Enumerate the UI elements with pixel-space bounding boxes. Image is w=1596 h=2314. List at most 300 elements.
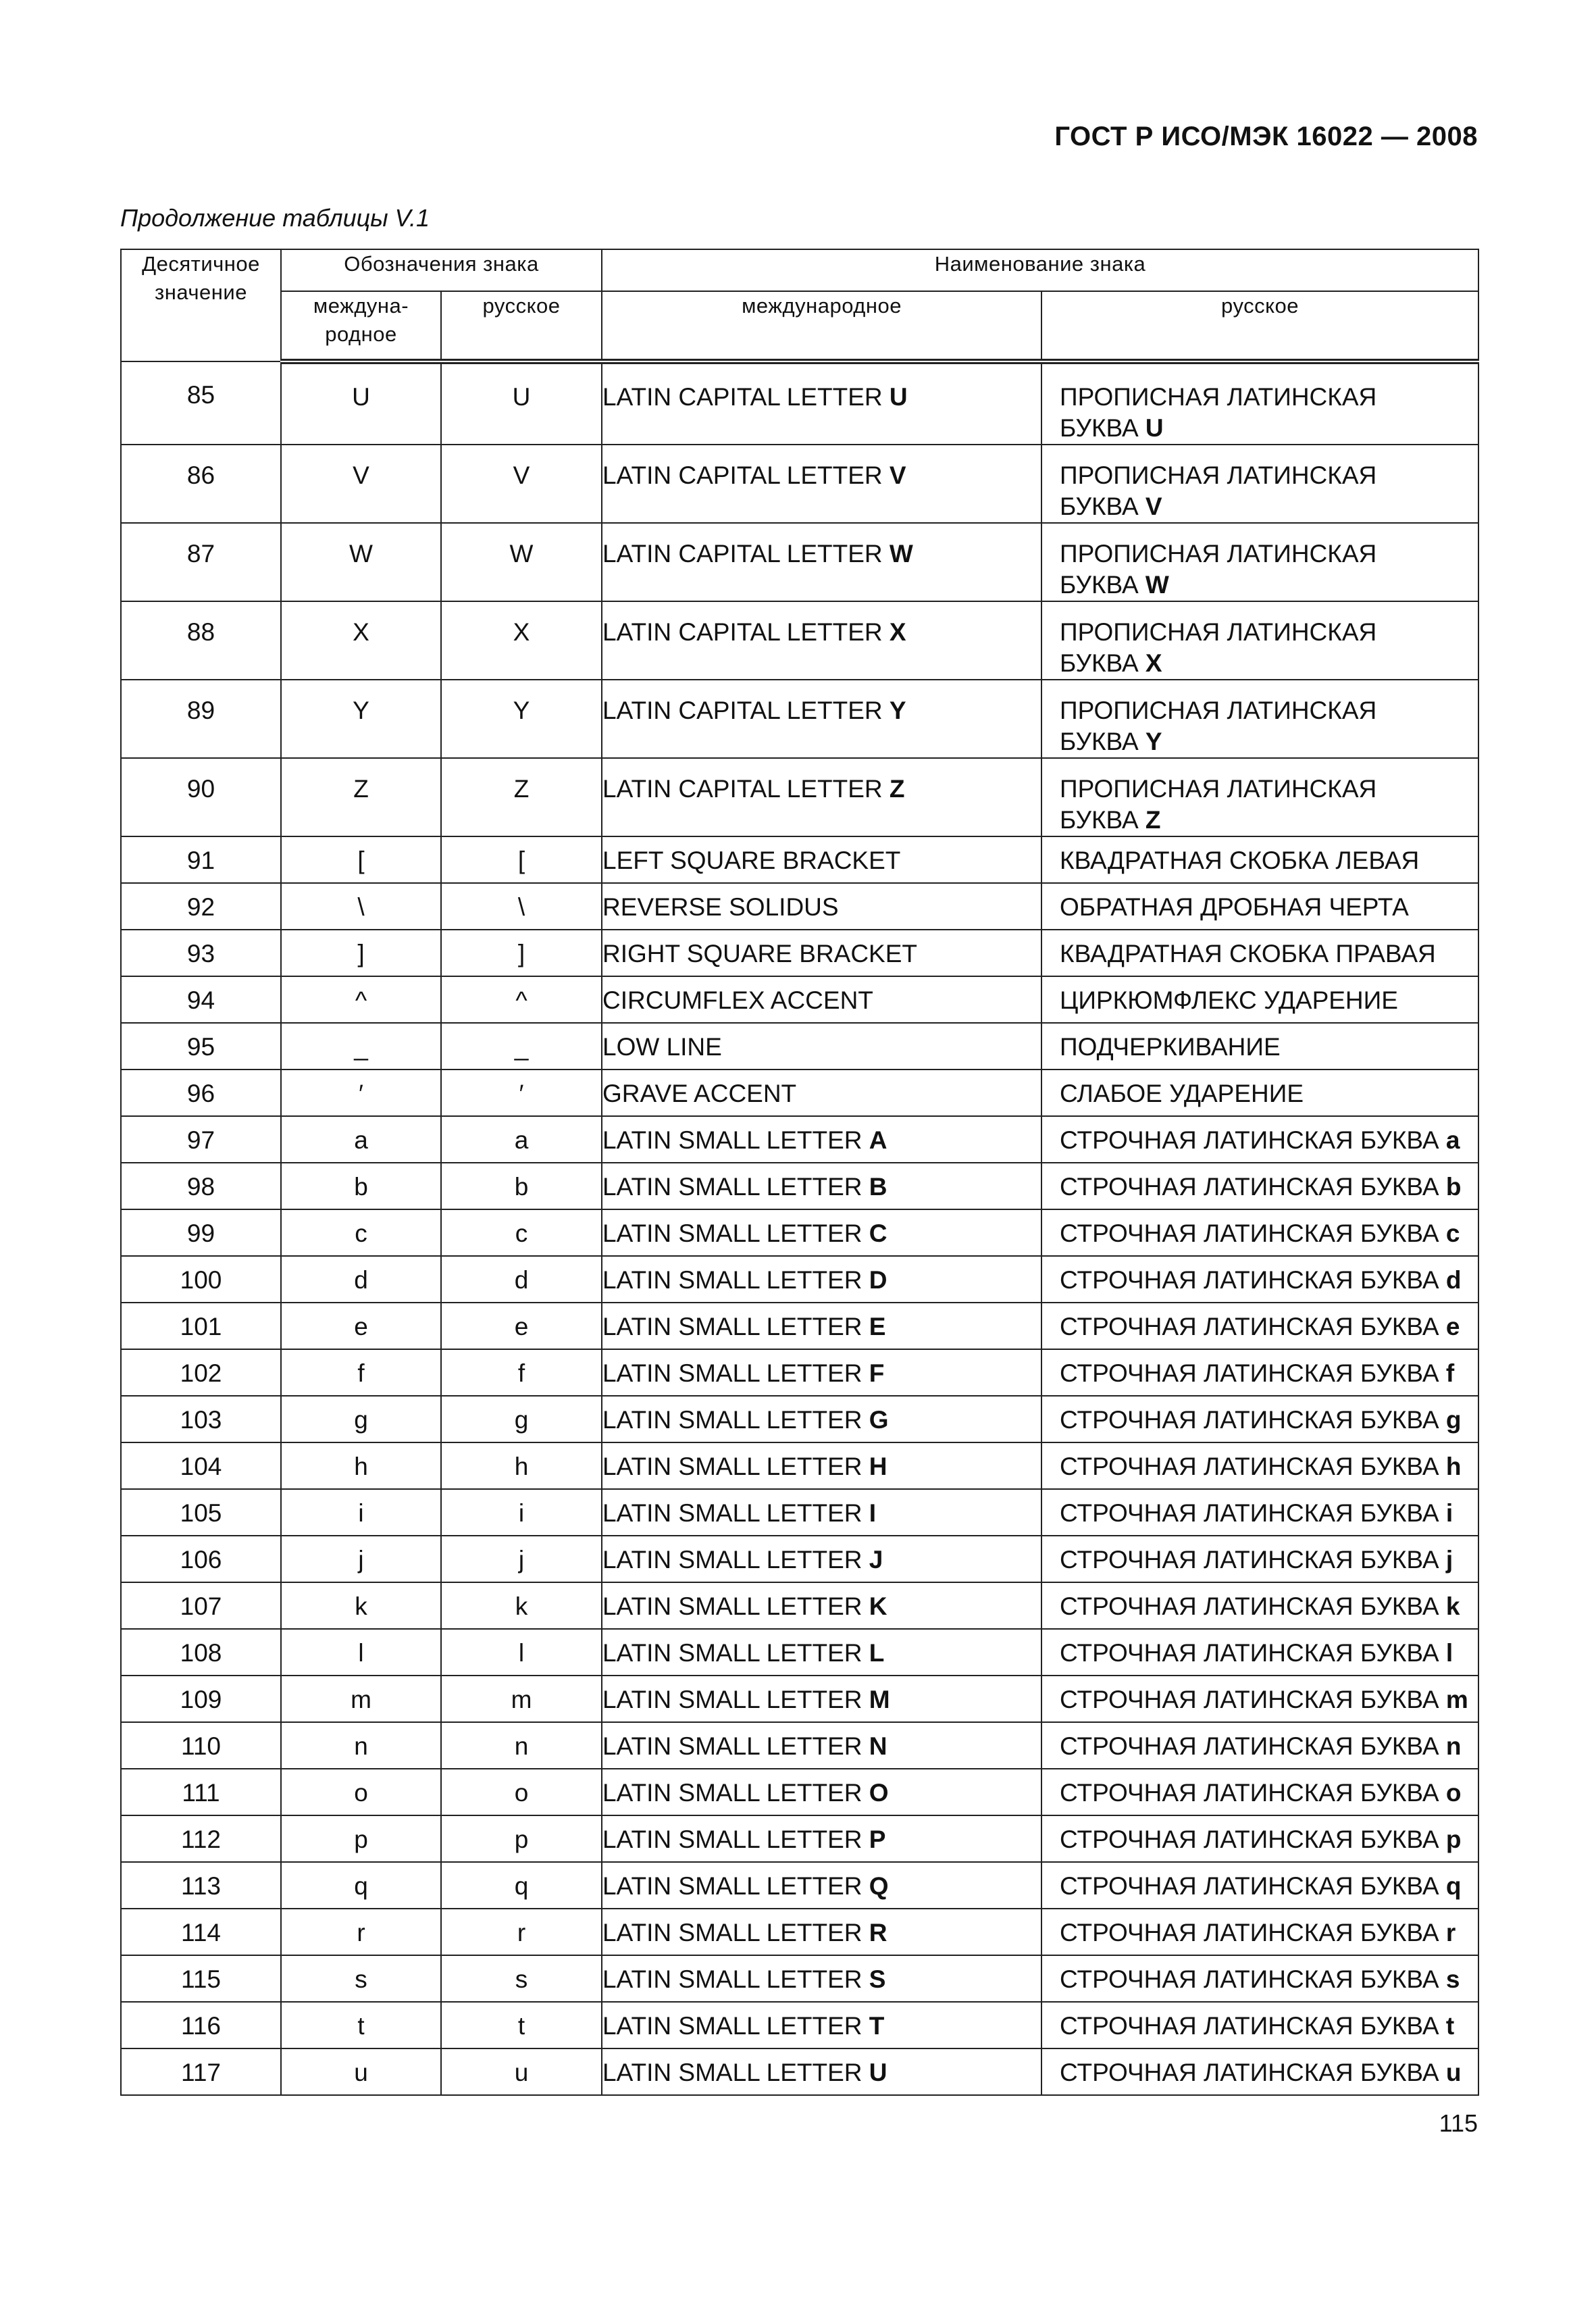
- russian-name-letter: Y: [1145, 728, 1162, 755]
- international-symbol-cell: \: [281, 883, 441, 930]
- international-name-cell: [602, 601, 1041, 680]
- international-name-text: LATIN SMALL LETTER: [602, 1266, 869, 1294]
- decimal-value-cell: 93: [121, 930, 281, 976]
- international-symbol-cell: t: [281, 2002, 441, 2048]
- international-name-text: LATIN SMALL LETTER: [602, 1546, 869, 1574]
- table-row: [121, 680, 1478, 758]
- russian-name-cell: [1041, 1536, 1478, 1582]
- decimal-value-cell: 115: [121, 1955, 281, 2002]
- international-name-text: LATIN CAPITAL LETTER: [602, 618, 890, 646]
- russian-symbol-cell: X: [441, 601, 602, 680]
- russian-name-letter: r: [1445, 1919, 1456, 1946]
- international-name-cell: [602, 976, 1041, 1023]
- russian-name-cell: [1041, 2002, 1478, 2048]
- international-symbol-cell: o: [281, 1769, 441, 1815]
- international-name-cell: [602, 1349, 1041, 1396]
- russian-name-letter: s: [1445, 1965, 1460, 1993]
- russian-name-letter: a: [1445, 1126, 1460, 1154]
- decimal-value-cell: 91: [121, 836, 281, 883]
- decimal-value-cell: 111: [121, 1769, 281, 1815]
- international-name-letter: B: [869, 1173, 887, 1201]
- russian-name-cell: [1041, 601, 1478, 680]
- international-name-text: LOW LINE: [602, 1033, 722, 1061]
- character-table: [120, 249, 1479, 2096]
- international-symbol-cell: ]: [281, 930, 441, 976]
- decimal-value-cell: 102: [121, 1349, 281, 1396]
- russian-name-letter: t: [1445, 2012, 1455, 2040]
- international-symbol-cell: e: [281, 1303, 441, 1349]
- international-name-cell: [602, 1909, 1041, 1955]
- russian-name-letter: o: [1445, 1779, 1462, 1807]
- russian-name-letter: q: [1445, 1872, 1462, 1900]
- international-name-letter: S: [869, 1965, 886, 1993]
- russian-name-letter: d: [1445, 1266, 1462, 1294]
- international-name-cell: [602, 1396, 1041, 1442]
- header-name-russian: русское: [1041, 291, 1478, 361]
- russian-name-text: ПРОПИСНАЯ ЛАТИНСКАЯ БУКВА: [1060, 540, 1377, 599]
- russian-name-text: СТРОЧНАЯ ЛАТИНСКАЯ БУКВА: [1060, 1686, 1446, 1713]
- international-name-text: LATIN SMALL LETTER: [602, 1592, 869, 1620]
- international-name-text: LATIN SMALL LETTER: [602, 1686, 869, 1713]
- russian-symbol-cell: \: [441, 883, 602, 930]
- table-caption: Продолжение таблицы V.1: [120, 204, 430, 232]
- russian-name-text: СТРОЧНАЯ ЛАТИНСКАЯ БУКВА: [1060, 1266, 1446, 1294]
- decimal-value-cell: 110: [121, 1722, 281, 1769]
- russian-symbol-cell: m: [441, 1676, 602, 1722]
- decimal-value-cell: 88: [121, 601, 281, 680]
- international-name-cell: [602, 1629, 1041, 1676]
- decimal-value-cell: 106: [121, 1536, 281, 1582]
- international-name-cell: [602, 445, 1041, 523]
- international-name-text: LATIN CAPITAL LETTER: [602, 383, 890, 411]
- russian-name-text: СТРОЧНАЯ ЛАТИНСКАЯ БУКВА: [1060, 1546, 1446, 1574]
- russian-symbol-cell: t: [441, 2002, 602, 2048]
- decimal-value-cell: 85: [121, 361, 281, 445]
- russian-name-letter: n: [1445, 1732, 1462, 1760]
- russian-name-text: СТРОЧНАЯ ЛАТИНСКАЯ БУКВА: [1060, 1592, 1446, 1620]
- international-name-letter: P: [869, 1826, 886, 1853]
- international-symbol-cell: W: [281, 523, 441, 601]
- russian-symbol-cell: c: [441, 1209, 602, 1256]
- international-name-text: LATIN CAPITAL LETTER: [602, 697, 890, 724]
- russian-name-text: ЦИРКЮМФЛЕКС УДАРЕНИЕ: [1060, 986, 1398, 1014]
- international-name-letter: V: [889, 461, 906, 489]
- decimal-value-cell: 116: [121, 2002, 281, 2048]
- international-name-cell: [602, 1489, 1041, 1536]
- russian-name-text: ОБРАТНАЯ ДРОБНАЯ ЧЕРТА: [1060, 893, 1409, 921]
- table-row: [121, 1722, 1478, 1769]
- table-row: [121, 1023, 1478, 1070]
- decimal-value-cell: 117: [121, 2048, 281, 2095]
- russian-name-text: СТРОЧНАЯ ЛАТИНСКАЯ БУКВА: [1060, 1359, 1446, 1387]
- international-name-letter: C: [869, 1219, 887, 1247]
- decimal-value-cell: 94: [121, 976, 281, 1023]
- russian-name-cell: [1041, 1303, 1478, 1349]
- russian-name-cell: [1041, 1442, 1478, 1489]
- international-symbol-cell: X: [281, 601, 441, 680]
- table-row: [121, 523, 1478, 601]
- international-name-letter: N: [869, 1732, 887, 1760]
- decimal-value-cell: 107: [121, 1582, 281, 1629]
- international-name-letter: L: [869, 1639, 885, 1667]
- international-symbol-cell: j: [281, 1536, 441, 1582]
- russian-symbol-cell: W: [441, 523, 602, 601]
- russian-name-text: СТРОЧНАЯ ЛАТИНСКАЯ БУКВА: [1060, 1126, 1446, 1154]
- decimal-value-cell: 98: [121, 1163, 281, 1209]
- international-name-text: LATIN SMALL LETTER: [602, 1359, 869, 1387]
- international-name-cell: [602, 1955, 1041, 2002]
- russian-symbol-cell: u: [441, 2048, 602, 2095]
- russian-name-cell: [1041, 1256, 1478, 1303]
- russian-symbol-cell: k: [441, 1582, 602, 1629]
- russian-symbol-cell: U: [441, 361, 602, 445]
- russian-name-text: СТРОЧНАЯ ЛАТИНСКАЯ БУКВА: [1060, 1779, 1446, 1807]
- russian-name-cell: [1041, 1489, 1478, 1536]
- international-name-cell: [602, 1116, 1041, 1163]
- header-designation-group: Обозначения знака: [281, 249, 602, 291]
- decimal-value-cell: 104: [121, 1442, 281, 1489]
- russian-symbol-cell: Y: [441, 680, 602, 758]
- table-row: [121, 1209, 1478, 1256]
- decimal-value-cell: 95: [121, 1023, 281, 1070]
- table-row: [121, 1070, 1478, 1116]
- international-name-text: LATIN SMALL LETTER: [602, 1872, 869, 1900]
- russian-symbol-cell: ′: [441, 1070, 602, 1116]
- international-symbol-cell: r: [281, 1909, 441, 1955]
- international-symbol-cell: i: [281, 1489, 441, 1536]
- russian-name-letter: W: [1145, 571, 1169, 599]
- international-name-cell: [602, 2048, 1041, 2095]
- table-row: [121, 1256, 1478, 1303]
- table-row: [121, 1629, 1478, 1676]
- international-name-letter: Y: [889, 697, 906, 724]
- russian-name-cell: [1041, 1116, 1478, 1163]
- table-row: [121, 836, 1478, 883]
- russian-name-cell: [1041, 1629, 1478, 1676]
- international-name-letter: W: [889, 540, 913, 568]
- russian-symbol-cell: a: [441, 1116, 602, 1163]
- russian-name-cell: [1041, 1722, 1478, 1769]
- international-name-letter: D: [869, 1266, 887, 1294]
- international-name-cell: [602, 1582, 1041, 1629]
- international-name-text: LATIN SMALL LETTER: [602, 1219, 869, 1247]
- international-name-text: LATIN SMALL LETTER: [602, 1919, 869, 1946]
- russian-name-letter: i: [1445, 1499, 1453, 1527]
- international-symbol-cell: m: [281, 1676, 441, 1722]
- international-name-letter: T: [869, 2012, 885, 2040]
- international-name-letter: A: [869, 1126, 887, 1154]
- decimal-value-cell: 101: [121, 1303, 281, 1349]
- russian-name-letter: b: [1445, 1173, 1462, 1201]
- decimal-value-cell: 86: [121, 445, 281, 523]
- russian-name-cell: [1041, 1955, 1478, 2002]
- russian-name-letter: l: [1445, 1639, 1453, 1667]
- russian-name-letter: g: [1445, 1406, 1462, 1434]
- russian-name-letter: j: [1445, 1546, 1453, 1574]
- international-name-text: LATIN SMALL LETTER: [602, 2059, 869, 2086]
- decimal-value-cell: 103: [121, 1396, 281, 1442]
- russian-name-cell: [1041, 883, 1478, 930]
- document-header: ГОСТ Р ИСО/МЭК 16022 — 2008: [1054, 122, 1478, 151]
- russian-name-cell: [1041, 758, 1478, 836]
- russian-name-cell: [1041, 1209, 1478, 1256]
- decimal-value-cell: 114: [121, 1909, 281, 1955]
- russian-symbol-cell: b: [441, 1163, 602, 1209]
- international-symbol-cell: ^: [281, 976, 441, 1023]
- russian-symbol-cell: e: [441, 1303, 602, 1349]
- decimal-value-cell: 112: [121, 1815, 281, 1862]
- international-name-letter: M: [869, 1686, 890, 1713]
- international-symbol-cell: n: [281, 1722, 441, 1769]
- page-number: 115: [1439, 2109, 1478, 2137]
- russian-symbol-cell: f: [441, 1349, 602, 1396]
- russian-name-text: СТРОЧНАЯ ЛАТИНСКАЯ БУКВА: [1060, 1919, 1446, 1946]
- international-name-text: LATIN SMALL LETTER: [602, 1732, 869, 1760]
- decimal-value-cell: 90: [121, 758, 281, 836]
- russian-name-text: СТРОЧНАЯ ЛАТИНСКАЯ БУКВА: [1060, 1499, 1446, 1527]
- international-name-cell: [602, 1023, 1041, 1070]
- international-name-cell: [602, 930, 1041, 976]
- international-name-cell: [602, 1163, 1041, 1209]
- international-name-text: GRAVE ACCENT: [602, 1080, 797, 1107]
- international-name-letter: O: [869, 1779, 889, 1807]
- international-symbol-cell: c: [281, 1209, 441, 1256]
- decimal-value-cell: 97: [121, 1116, 281, 1163]
- russian-name-text: ПРОПИСНАЯ ЛАТИНСКАЯ БУКВА: [1060, 461, 1377, 520]
- international-name-cell: [602, 1442, 1041, 1489]
- header-designation-international: междуна-родное: [281, 291, 441, 361]
- international-name-letter: J: [869, 1546, 883, 1574]
- russian-name-text: ПРОПИСНАЯ ЛАТИНСКАЯ БУКВА: [1060, 618, 1377, 677]
- international-name-letter: Z: [889, 775, 905, 803]
- russian-symbol-cell: h: [441, 1442, 602, 1489]
- russian-name-text: СТРОЧНАЯ ЛАТИНСКАЯ БУКВА: [1060, 1639, 1446, 1667]
- russian-name-letter: k: [1445, 1592, 1460, 1620]
- decimal-value-cell: 89: [121, 680, 281, 758]
- russian-symbol-cell: [: [441, 836, 602, 883]
- international-name-text: CIRCUMFLEX ACCENT: [602, 986, 873, 1014]
- international-name-text: LATIN CAPITAL LETTER: [602, 461, 890, 489]
- international-symbol-cell: p: [281, 1815, 441, 1862]
- international-name-cell: [602, 1676, 1041, 1722]
- international-symbol-cell: V: [281, 445, 441, 523]
- russian-symbol-cell: r: [441, 1909, 602, 1955]
- international-name-cell: [602, 883, 1041, 930]
- table-row: [121, 758, 1478, 836]
- international-name-text: LATIN SMALL LETTER: [602, 1406, 869, 1434]
- russian-name-text: СТРОЧНАЯ ЛАТИНСКАЯ БУКВА: [1060, 2012, 1446, 2040]
- russian-name-cell: [1041, 1909, 1478, 1955]
- table-row: [121, 1676, 1478, 1722]
- international-name-cell: [602, 523, 1041, 601]
- russian-name-cell: [1041, 930, 1478, 976]
- russian-symbol-cell: ]: [441, 930, 602, 976]
- international-name-text: LATIN SMALL LETTER: [602, 1173, 869, 1201]
- international-name-cell: [602, 1070, 1041, 1116]
- table-row: [121, 1582, 1478, 1629]
- international-symbol-cell: Y: [281, 680, 441, 758]
- russian-name-letter: f: [1445, 1359, 1455, 1387]
- international-name-letter: F: [869, 1359, 885, 1387]
- decimal-value-cell: 109: [121, 1676, 281, 1722]
- russian-name-cell: [1041, 680, 1478, 758]
- russian-name-letter: U: [1145, 414, 1164, 442]
- table-row: [121, 1815, 1478, 1862]
- decimal-value-cell: 99: [121, 1209, 281, 1256]
- russian-name-text: СТРОЧНАЯ ЛАТИНСКАЯ БУКВА: [1060, 2059, 1446, 2086]
- international-symbol-cell: d: [281, 1256, 441, 1303]
- russian-name-text: СТРОЧНАЯ ЛАТИНСКАЯ БУКВА: [1060, 1732, 1446, 1760]
- russian-name-cell: [1041, 1769, 1478, 1815]
- russian-name-letter: e: [1445, 1313, 1460, 1340]
- international-name-letter: H: [869, 1453, 887, 1480]
- international-name-text: LATIN SMALL LETTER: [602, 1313, 869, 1340]
- international-symbol-cell: l: [281, 1629, 441, 1676]
- international-name-text: LATIN SMALL LETTER: [602, 1453, 869, 1480]
- international-name-cell: [602, 1769, 1041, 1815]
- russian-symbol-cell: n: [441, 1722, 602, 1769]
- russian-name-text: ПРОПИСНАЯ ЛАТИНСКАЯ БУКВА: [1060, 383, 1377, 442]
- international-name-text: LATIN SMALL LETTER: [602, 1499, 869, 1527]
- decimal-value-cell: 92: [121, 883, 281, 930]
- russian-name-cell: [1041, 836, 1478, 883]
- russian-name-cell: [1041, 1023, 1478, 1070]
- international-name-cell: [602, 1256, 1041, 1303]
- international-name-text: LATIN SMALL LETTER: [602, 1639, 869, 1667]
- international-name-cell: [602, 361, 1041, 445]
- russian-name-text: СТРОЧНАЯ ЛАТИНСКАЯ БУКВА: [1060, 1453, 1446, 1480]
- russian-symbol-cell: l: [441, 1629, 602, 1676]
- international-name-cell: [602, 1209, 1041, 1256]
- russian-symbol-cell: V: [441, 445, 602, 523]
- russian-symbol-cell: o: [441, 1769, 602, 1815]
- russian-name-cell: [1041, 2048, 1478, 2095]
- international-name-cell: [602, 1815, 1041, 1862]
- russian-name-text: КВАДРАТНАЯ СКОБКА ЛЕВАЯ: [1060, 847, 1420, 874]
- table-row: [121, 1163, 1478, 1209]
- international-name-text: LATIN SMALL LETTER: [602, 1965, 869, 1993]
- russian-name-text: ПРОПИСНАЯ ЛАТИНСКАЯ БУКВА: [1060, 697, 1377, 755]
- table-row: [121, 976, 1478, 1023]
- international-name-letter: K: [869, 1592, 887, 1620]
- international-symbol-cell: q: [281, 1862, 441, 1909]
- russian-name-cell: [1041, 1815, 1478, 1862]
- international-name-cell: [602, 1862, 1041, 1909]
- russian-name-text: СТРОЧНАЯ ЛАТИНСКАЯ БУКВА: [1060, 1826, 1446, 1853]
- table-row: [121, 445, 1478, 523]
- table-row: [121, 361, 1478, 445]
- international-name-text: RIGHT SQUARE BRACKET: [602, 940, 918, 967]
- russian-name-letter: X: [1145, 649, 1162, 677]
- russian-name-letter: m: [1445, 1686, 1468, 1713]
- international-name-text: LATIN CAPITAL LETTER: [602, 540, 890, 568]
- russian-symbol-cell: j: [441, 1536, 602, 1582]
- international-name-letter: I: [869, 1499, 877, 1527]
- table-row: [121, 1536, 1478, 1582]
- international-symbol-cell: U: [281, 361, 441, 445]
- russian-name-letter: V: [1145, 493, 1162, 520]
- international-name-cell: [602, 836, 1041, 883]
- russian-name-letter: p: [1445, 1826, 1462, 1853]
- decimal-value-cell: 113: [121, 1862, 281, 1909]
- russian-name-text: СТРОЧНАЯ ЛАТИНСКАЯ БУКВА: [1060, 1406, 1446, 1434]
- table-body: [121, 361, 1478, 2095]
- table-row: [121, 1769, 1478, 1815]
- international-symbol-cell: f: [281, 1349, 441, 1396]
- international-name-text: LATIN CAPITAL LETTER: [602, 775, 890, 803]
- international-name-cell: [602, 1303, 1041, 1349]
- russian-symbol-cell: ^: [441, 976, 602, 1023]
- russian-name-text: СТРОЧНАЯ ЛАТИНСКАЯ БУКВА: [1060, 1219, 1446, 1247]
- international-symbol-cell: Z: [281, 758, 441, 836]
- table-row: [121, 883, 1478, 930]
- russian-name-text: СТРОЧНАЯ ЛАТИНСКАЯ БУКВА: [1060, 1173, 1446, 1201]
- russian-name-letter: u: [1445, 2059, 1462, 2086]
- russian-symbol-cell: i: [441, 1489, 602, 1536]
- international-name-text: REVERSE SOLIDUS: [602, 893, 839, 921]
- russian-symbol-cell: d: [441, 1256, 602, 1303]
- russian-name-text: СЛАБОЕ УДАРЕНИЕ: [1060, 1080, 1304, 1107]
- international-name-letter: E: [869, 1313, 886, 1340]
- international-name-letter: Q: [869, 1872, 889, 1900]
- international-name-letter: R: [869, 1919, 887, 1946]
- table-row: [121, 1349, 1478, 1396]
- international-symbol-cell: h: [281, 1442, 441, 1489]
- decimal-value-cell: 105: [121, 1489, 281, 1536]
- russian-symbol-cell: _: [441, 1023, 602, 1070]
- international-name-cell: [602, 2002, 1041, 2048]
- table-row: [121, 1116, 1478, 1163]
- table-row: [121, 1442, 1478, 1489]
- header-designation-russian: русское: [441, 291, 602, 361]
- russian-name-cell: [1041, 1070, 1478, 1116]
- decimal-value-cell: 96: [121, 1070, 281, 1116]
- russian-name-cell: [1041, 976, 1478, 1023]
- international-name-letter: G: [869, 1406, 889, 1434]
- russian-name-text: ПРОПИСНАЯ ЛАТИНСКАЯ БУКВА: [1060, 775, 1377, 834]
- table-row: [121, 601, 1478, 680]
- international-name-letter: U: [889, 383, 908, 411]
- header-name-group: Наименование знака: [602, 249, 1478, 291]
- international-name-cell: [602, 1536, 1041, 1582]
- table-row: [121, 1955, 1478, 2002]
- russian-symbol-cell: Z: [441, 758, 602, 836]
- table-row: [121, 2048, 1478, 2095]
- russian-name-letter: h: [1445, 1453, 1462, 1480]
- table-row: [121, 1862, 1478, 1909]
- international-name-text: LEFT SQUARE BRACKET: [602, 847, 901, 874]
- table-row: [121, 2002, 1478, 2048]
- international-symbol-cell: u: [281, 2048, 441, 2095]
- decimal-value-cell: 100: [121, 1256, 281, 1303]
- international-name-cell: [602, 758, 1041, 836]
- header-name-international: международное: [602, 291, 1041, 361]
- russian-name-text: ПОДЧЕРКИВАНИЕ: [1060, 1033, 1281, 1061]
- russian-name-cell: [1041, 1163, 1478, 1209]
- international-name-text: LATIN SMALL LETTER: [602, 2012, 869, 2040]
- russian-name-cell: [1041, 1582, 1478, 1629]
- russian-name-letter: c: [1445, 1219, 1460, 1247]
- russian-name-cell: [1041, 1396, 1478, 1442]
- decimal-value-cell: 87: [121, 523, 281, 601]
- international-name-cell: [602, 680, 1041, 758]
- international-symbol-cell: ′: [281, 1070, 441, 1116]
- table-row: [121, 930, 1478, 976]
- international-name-text: LATIN SMALL LETTER: [602, 1779, 869, 1807]
- russian-symbol-cell: q: [441, 1862, 602, 1909]
- international-symbol-cell: k: [281, 1582, 441, 1629]
- international-symbol-cell: _: [281, 1023, 441, 1070]
